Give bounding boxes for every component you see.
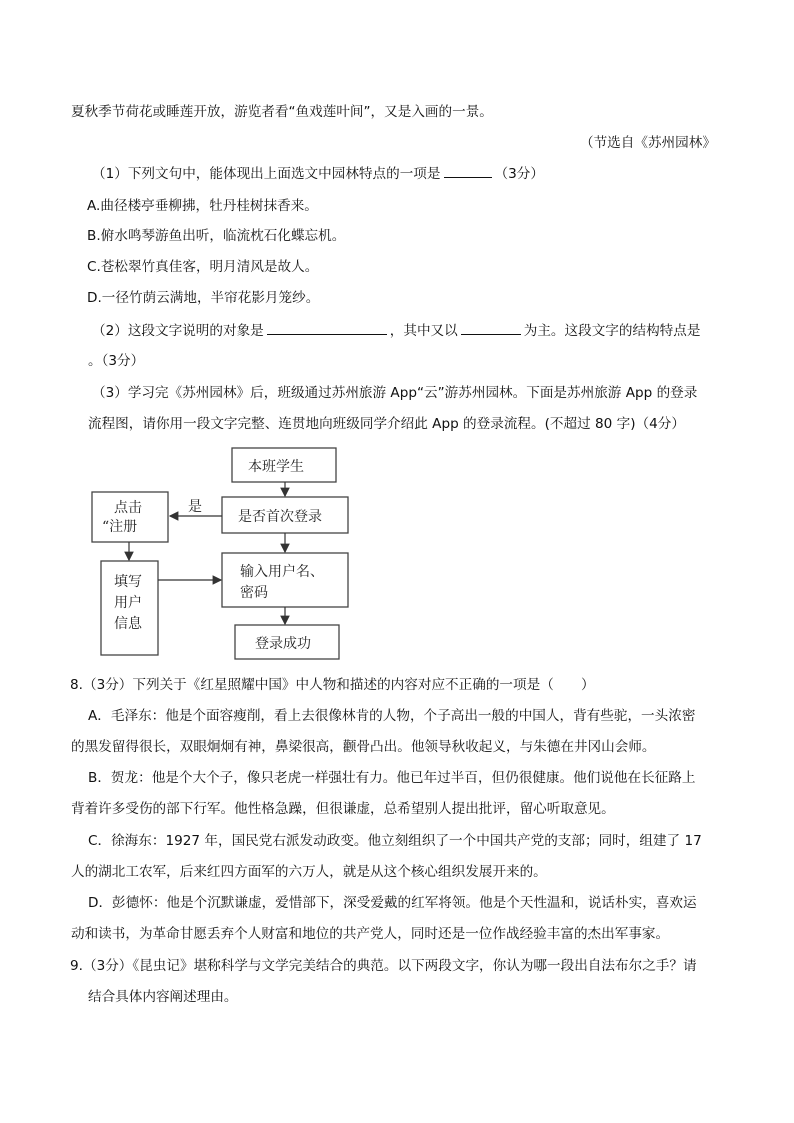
node-register-line1: 点击 — [114, 500, 142, 516]
node-fill-line1: 填写 — [114, 574, 142, 590]
q2-object-blank[interactable] — [267, 320, 387, 335]
q1-stem-text: （1）下列文句中，能体现出上面选文中园林特点的一项是 — [92, 166, 441, 182]
q1-option-b: B.俯水鸣琴游鱼出听，临流枕石化蝶忘机。 — [87, 228, 346, 244]
q1-option-a: A.曲径楼亭垂柳拂，牡丹桂树抹香来。 — [87, 198, 318, 214]
q2-part2: ，其中又以 — [389, 323, 458, 339]
q8-option-c-line1: C．徐海东：1927 年，国民党右派发动政变。他立刻组织了一个中国共产党的支部；同时，组建了 17 — [88, 833, 702, 849]
q9-line2: 结合具体内容阐述理由。 — [88, 989, 238, 1005]
q2-part1: （2）这段文字说明的对象是 — [92, 323, 264, 339]
q1-score: （3分） — [494, 166, 544, 182]
passage-line: 夏秋季节荷花或睡莲开放，游览者看“鱼戏莲叶间”，又是入画的一景。 — [71, 104, 493, 120]
q9-line1: 9.（3分）《昆虫记》堪称科学与文学完美结合的典范。以下两段文字，你认为哪一段出自法布尔之手？请 — [70, 958, 697, 974]
q8-option-b-line2: 背着许多受伤的部下行军。他性格急躁，但很谦虚，总希望别人提出批评，留心听取意见。 — [71, 801, 615, 817]
node-input-line1: 输入用户名、 — [240, 564, 324, 580]
node-success-label: 登录成功 — [255, 636, 311, 652]
q3-line2: 流程图，请你用一段文字完整、连贯地向班级同学介绍此 App 的登录流程。(不超过 80 字)（4分） — [88, 416, 685, 432]
q8-option-b-line1: B．贺龙：他是个大个子，像只老虎一样强壮有力。他已年过半百，但仍很健康。他们说他在长征路上 — [88, 770, 696, 786]
edge-label-yes: 是 — [188, 499, 202, 515]
node-register-line2: “注册 — [102, 519, 138, 535]
passage-source: （节选自《苏州园林》 — [580, 135, 716, 151]
q2-stem — [92, 320, 700, 341]
q2-part3: 为主。这段文字的结构特点是 — [523, 323, 701, 339]
q1-stem — [92, 163, 544, 184]
q1-option-c: C.苍松翠竹真佳客，明月清风是故人。 — [87, 259, 319, 275]
q8-option-a-line2: 的黑发留得很长，双眼炯炯有神，鼻梁很高，颧骨凸出。他领导秋收起义，与朱德在井冈山会师。 — [71, 739, 656, 755]
node-first-login-label: 是否首次登录 — [238, 509, 322, 525]
node-start-label: 本班学生 — [248, 459, 304, 475]
q1-answer-blank[interactable] — [444, 163, 492, 178]
node-fill-line2: 用户 — [114, 595, 142, 611]
q3-line1: （3）学习完《苏州园林》后，班级通过苏州旅游 App“云”游苏州园林。下面是苏州旅游 App 的登录 — [92, 385, 698, 401]
q2-line2: 。（3分） — [88, 353, 145, 369]
q8-option-c-line2: 人的湖北工农军，后来红四方面军的六万人，就是从这个核心组织发展开来的。 — [71, 864, 547, 880]
q1-option-d: D.一径竹荫云满地，半帘花影月笼纱。 — [87, 290, 320, 306]
q2-focus-blank[interactable] — [461, 320, 521, 335]
node-input-line2: 密码 — [240, 585, 268, 601]
q8-option-d-line2: 动和读书，为革命甘愿丢弃个人财富和地位的共产党人，同时还是一位作战经验丰富的杰出军事家。 — [71, 926, 670, 942]
q8-stem: 8.（3分）下列关于《红星照耀中国》中人物和描述的内容对应不正确的一项是（ ） — [70, 677, 595, 693]
q8-option-a-line1: A．毛泽东：他是个面容瘦削，看上去很像林肯的人物，个子高出一般的中国人，背有些驼，一头浓密 — [88, 708, 696, 724]
node-fill-line3: 信息 — [114, 616, 142, 632]
login-flowchart — [80, 440, 370, 670]
q8-option-d-line1: D．彭德怀：他是个沉默谦虚，爱惜部下，深受爱戴的红军将领。他是个天性温和，说话朴实，喜欢运 — [88, 895, 697, 911]
